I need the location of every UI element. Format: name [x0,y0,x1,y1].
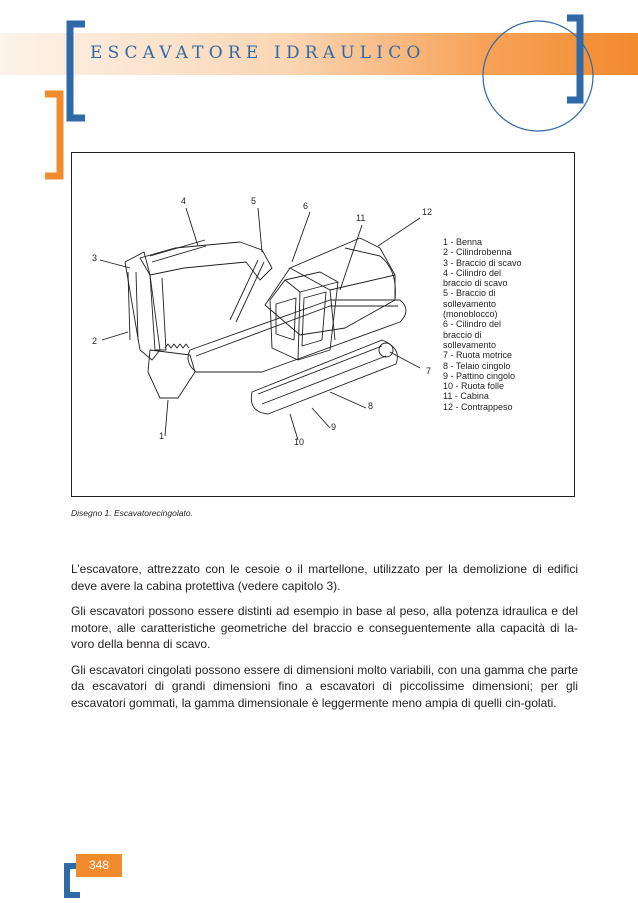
front-track [251,340,397,414]
upper-body [265,238,395,335]
figure-caption: Disegno 1. Escavatorecingolato. [71,508,193,518]
callout-7: 7 [426,366,432,376]
legend-item: 6 - Cilindro del [443,319,502,330]
callout-2: 2 [92,336,98,346]
page-number-box [76,854,122,877]
callout-5: 5 [251,196,257,206]
legend-item: 8 - Telaio cingolo [443,360,511,371]
body-text [71,561,578,720]
callout-11: 11 [356,213,366,223]
callout-1: 1 [159,431,165,441]
legend-item: 10 - Ruota folle [443,381,505,392]
legend-item: 4 - Cilindro del [443,267,502,278]
paragraph: Gli escavatori cingolati possono essere di dimensioni molto variabili, con una gamma che parte da escavatori di grandi dimensioni fino a escavatori di piccolissime dimensioni; per gli escavatori gommati, la gamma dimensionale è leggermente meno ampia di quelli cin-golati. [71,662,578,710]
legend-item: braccio di scavo [443,278,508,289]
boom-cylinder [230,260,264,322]
page-title: ESCAVATORE IDRAULICO [90,43,426,63]
legend-item: 11 - Cabina [443,391,489,402]
counterweight [345,248,395,300]
callout-9: 9 [331,422,337,432]
legend-item: 12 - Contrappeso [443,401,513,412]
legend-item: sollevamento [443,298,497,309]
paragraph: L’escavatore, attrezzato con le cesoie o il martellone, utilizzato per la demolizione di edifici deve avere la cabina protettiva (vedere capitolo 3). [71,562,578,593]
legend-item: 3 - Braccio di scavo [443,257,522,268]
legend-item: 1 - Benna [443,237,483,247]
legend-item: 9 - Pattino cingolo [443,370,516,381]
boom [140,242,272,280]
legend-item: braccio di [443,329,482,340]
callout-8: 8 [368,401,374,411]
drive-wheel [379,343,393,357]
legend-item: 7 - Ruota motrice [443,350,513,361]
legend-item: (monoblocco) [443,309,498,320]
page-number: 348 [88,858,110,872]
legend-item: 2 - Cilindrobenna [443,247,512,258]
legend-item: sollevamento [443,339,497,350]
boom-lower [150,275,166,350]
callout-6: 6 [303,201,309,211]
callout-10: 10 [294,437,305,447]
paragraph: Gli escavatori possono essere distinti ad esempio in base al peso, alla potenza idraulica e del motore, alle caratteristiche geometriche del braccio e conseguentemente alla capacità di la-voro della benna di scavo. [71,604,578,651]
callout-12: 12 [422,207,433,217]
callout-3: 3 [92,253,98,263]
legend-item: 5 - Braccio di [443,288,496,299]
figure-legend [443,237,568,412]
callout-4: 4 [181,196,187,206]
